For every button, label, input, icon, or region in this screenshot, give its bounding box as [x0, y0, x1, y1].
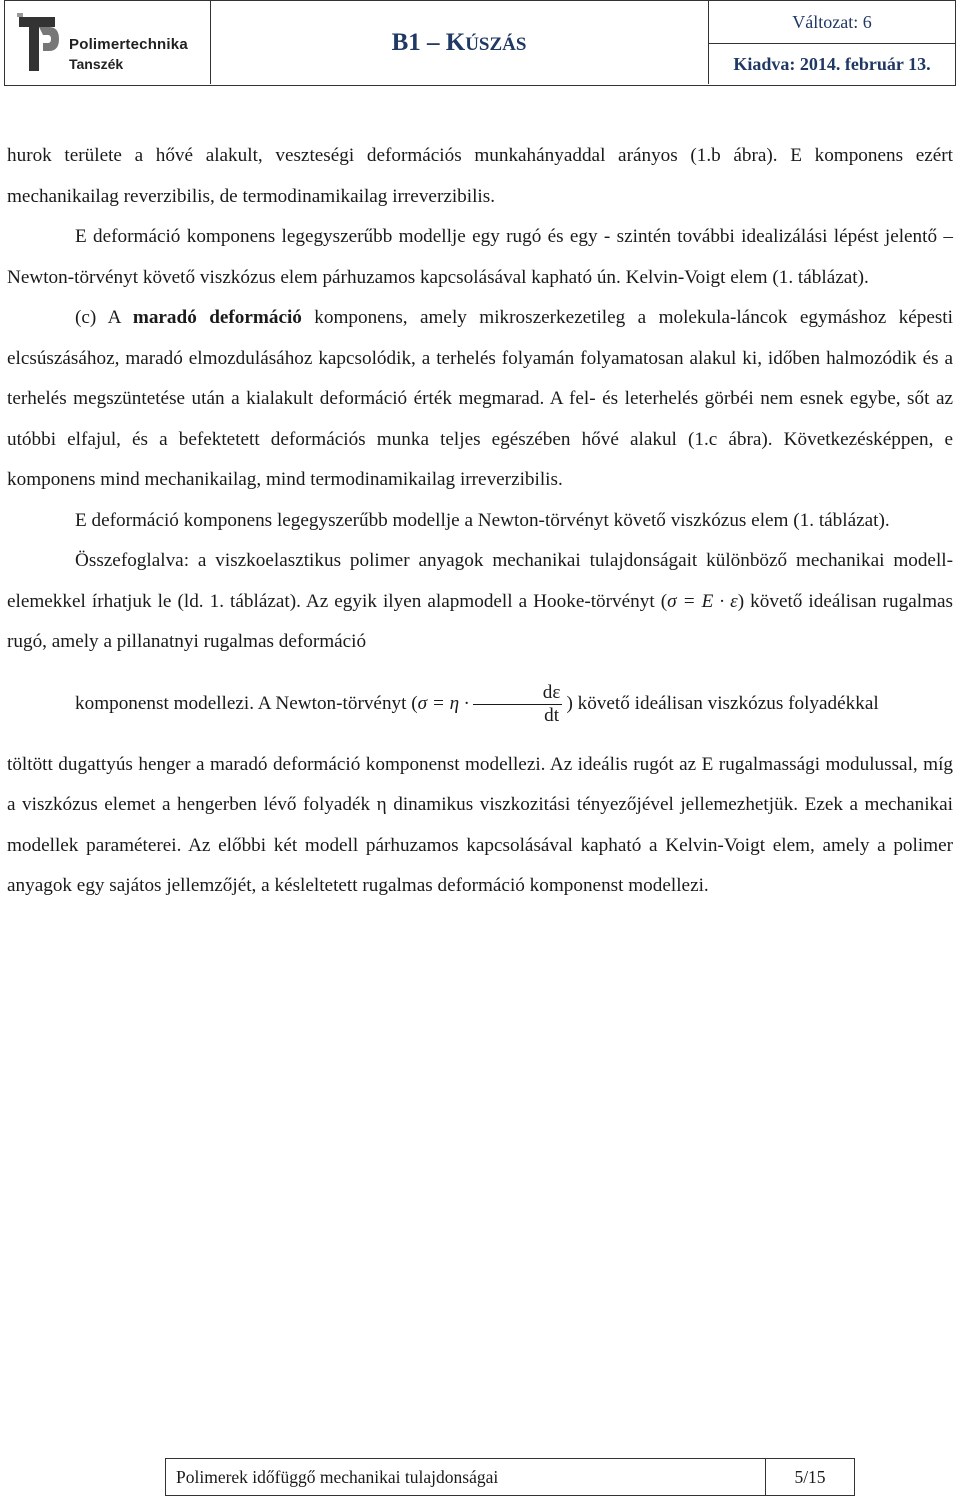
- hooke-formula: σ = E · ε: [667, 590, 738, 612]
- document-title: B1 – KÚSZÁS: [391, 28, 527, 56]
- newton-formula-line: komponenst modellezi. A Newton-törvényt (σ = η · $\frac{d\varepsilon}{dt}$ ) követő ideálisan viszkózus folyadékkal: [75, 681, 879, 726]
- paragraph-3: (c) A maradó deformáció komponens, amely mikroszerkezetileg a molekula-láncok egymáshoz képesti elcsúszásához, maradó elmozdulásához kapcsolódik, a terhelés folyamán folyamatosan alakul ki, időben halmozódik és a terhelés megszüntetése után a kialakult deformáció érték megmarad. A fel- és leterhelés görbéi nem esnek egybe, sőt az utóbbi elfajul, és a befektetett deformációs munka teljes egészében hővé alakul (1.c ábra). Következésképpen, e komponens mind mechanikailag, mind termodinamikailag irreverzibilis.: [7, 307, 953, 490]
- document-body: [7, 136, 953, 907]
- page-footer: [165, 1458, 855, 1496]
- page-header: [4, 0, 956, 86]
- logo-cell: [5, 1, 211, 84]
- footer-subject: Polimerek időfüggő mechanikai tulajdonságai: [166, 1459, 766, 1495]
- logo-text-polimertechnika: Polimertechnika: [69, 36, 188, 53]
- header-meta: [708, 1, 956, 84]
- paragraph-5: Összefoglalva: a viszkoelasztikus polimer anyagok mechanikai tulajdonságait különböző mechanikai modell-elemekkel írhatjuk le (ld. 1. táblázat). Az egyik ilyen alapmodell a Hooke-törvényt (σ = E · ε) követő ideálisan rugalmas rugó, amely a pillanatnyi rugalmas deformáció komponenst modellezi. A Newton-törvényt (σ = η · $\frac{d\varepsilon}{dt}$ ) követő ideálisan viszkózus folyadékkal töltött dugattyús henger a maradó deformáció komponenst modellezi. Az ideális rugót az E rugalmassági modulussal, míg a viszkózus elemet a hengerben lévő folyadék η dinamikus viszkozitási tényezőjével jellemezhetjük. Ezek a mechanikai modellek paraméterei. Az előbbi két modell párhuzamos kapcsolásával kapható a Kelvin-Voigt elem, amely a polimer anyagok egy sajátos jellemzőjét, a késleltetett rugalmas deformáció komponenst modellezi.: [7, 550, 954, 896]
- page-number: 5/15: [794, 1466, 826, 1487]
- header-title-cell: [210, 1, 709, 84]
- paragraph-1: hurok területe a hővé alakult, veszteségi deformációs munkahányaddal arányos (1.b ábra). E komponens ezért mechanikailag reverzibilis, de termodinamikailag irreverzibilis.: [7, 145, 953, 207]
- issue-date-label: Kiadva: 2014. február 13.: [733, 53, 931, 74]
- version-label: Változat: 6: [708, 1, 956, 44]
- bold-term-marado-deformacio: maradó deformáció: [132, 307, 302, 328]
- polimertechnika-logo-icon: [15, 9, 63, 75]
- newton-formula: σ = η · $\frac{d\varepsilon}{dt}$: [417, 681, 561, 726]
- logo-text-tanszek: Tanszék: [69, 56, 124, 72]
- derivative-fraction: $\frac{d\varepsilon}{dt}$: [473, 682, 563, 727]
- paragraph-4: E deformáció komponens legegyszerűbb modellje a Newton-törvényt követő viszkózus elem (1. táblázat).: [75, 509, 890, 531]
- paragraph-2: E deformáció komponens legegyszerűbb modellje egy rugó és egy - szintén további idealizálási lépést jelentő – Newton-törvényt követő viszkózus elem párhuzamos kapcsolásával kapható ún. Kelvin-Voigt elem (1. táblázat).: [7, 226, 953, 288]
